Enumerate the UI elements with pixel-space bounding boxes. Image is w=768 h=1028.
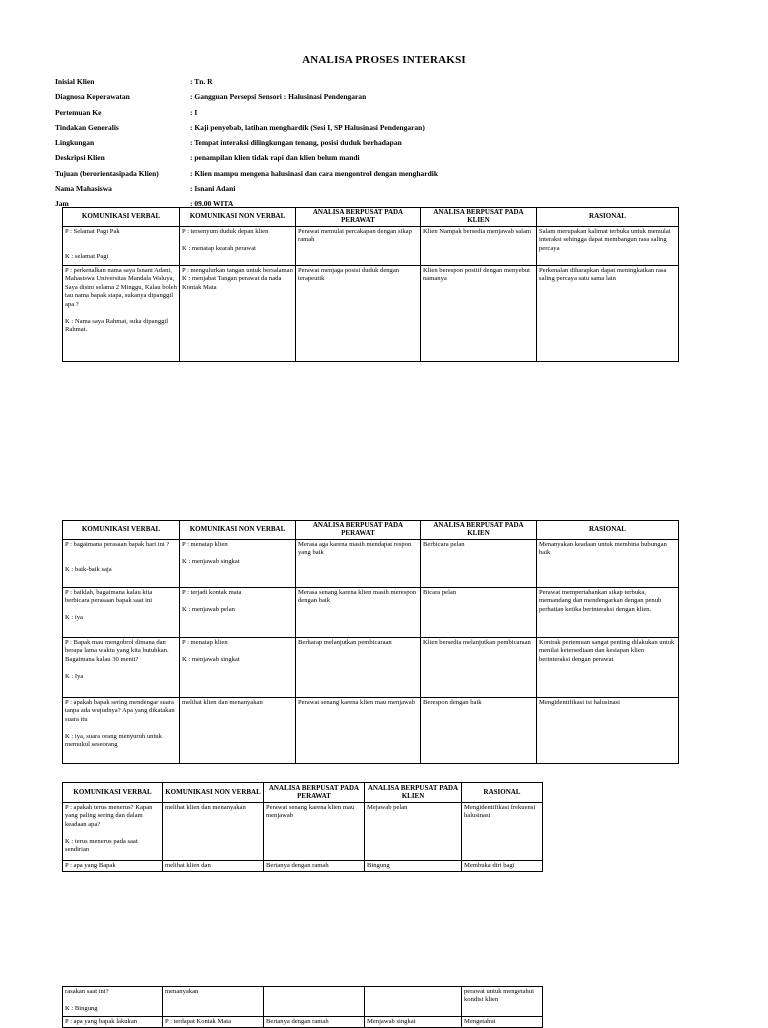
info-label: Nama Mahasiswa [55,184,112,194]
header-info [55,74,715,212]
table-cell: Merasa senang karena klien masih merespon dengan baik [296,588,421,638]
info-label: Diagnosa Keperawatan [55,92,130,102]
column-header: KOMUNIKASI NON VERBAL [163,783,264,803]
column-header: KOMUNIKASI VERBAL [63,208,180,227]
table-cell: P : bagaimana perasaan bapak hari ini ? K : baik-baik saja [63,540,180,588]
info-row [55,150,715,165]
info-label: Tujuan (berorientasipada Klien) [55,168,159,178]
table-row [63,987,543,1017]
table-cell: melihat klien dan [163,861,264,872]
table-cell: Menanyakan keadaan untuk membina hubungan baik [537,540,679,588]
table-cell: P : menatap klien K : menjawab singkat [180,540,296,588]
column-header: ANALISA BERPUSAT PADA KLIEN [421,521,537,540]
table-row [63,803,543,861]
info-value: : penampilan klien tidak rapi dan klien belum mandi [190,153,360,163]
table-cell: P : Bapak mau mengobrol dimana dan berapa lama waktu yang kita butuhkan. Bagaimana kalau 30 menit? K : Iya [63,638,180,698]
column-header: RASIONAL [537,521,679,540]
table-row [63,588,679,638]
column-header: ANALISA BERPUSAT PADA PERAWAT [264,783,365,803]
table-cell: P : baiklah, bagaimana kalau kita berbicara perasaan bapak saat ini K : iya [63,588,180,638]
table-cell: Perkenalan diharapkan dapat meningkatkan rasa saling percaya satu sama lain [537,266,679,362]
table-cell: perawat untuk mengetahui kondisi klien [462,987,543,1017]
table-cell: Membuka diri bagi [462,861,543,872]
table-cell: Klien berespon positif dengan menyebut namanya [421,266,537,362]
table-row [63,227,679,266]
table-cell [264,987,365,1017]
table-cell: Bertanya dengan ramah [264,1017,365,1028]
table-cell: menanyakan [163,987,264,1017]
table-cell: P : menatap klien K : menjawab singkat [180,638,296,698]
table-cell: P : apa yang Bapak [63,861,163,872]
table-row [63,861,543,872]
table-cell: Perawat senang karena klien mau menjawab [264,803,365,861]
table-cell: Perawat mempertahankan sikap terbuka, memandang dan mendengarkan dengan penuh perhatian ketika berinteraksi dengan klien. [537,588,679,638]
table-cell: Mengidentifikasi isi halusinasi [537,698,679,764]
table-cell: Bicara pelan [421,588,537,638]
table-cell: Perawat senang karena klien mau menjawab [296,698,421,764]
column-header: KOMUNIKASI VERBAL [63,521,180,540]
info-value: : Isnani Adani [190,184,236,194]
column-header: RASIONAL [537,208,679,227]
info-label: Inisial Klien [55,77,95,86]
column-header: RASIONAL [462,783,543,803]
table-row [63,266,679,362]
info-row [55,89,715,104]
table-cell: rasakan saat ini? K : Bingung [63,987,163,1017]
info-label: Jam [55,199,69,209]
info-value: : Kaji penyebab, latihan menghardik (Sesi I, SP Halusinasi Pendengaran) [190,122,425,132]
table-cell: Mengidentifikasi frekuensi halusinasi [462,803,543,861]
table-cell: Bertanya dengan ramah [264,861,365,872]
info-row [55,135,715,150]
table-cell: Klien Nampak bersedia menjawab salam [421,227,537,266]
table-cell: P : Selamat Pagi Pak K : selamat Pagi [63,227,180,266]
table-cell: Kontrak pertemuan sangat penting dilakukan untuk menilai ketersediaan dan kesiapan klien berinteraksi dengan perawat [537,638,679,698]
info-row [55,74,715,89]
column-header: KOMUNIKASI NON VERBAL [180,521,296,540]
info-label: Tindakan Generalis [55,122,119,132]
table-cell: Salam merupakan kalimat terbuka untuk memulai interaksi sehingga dapat membangun rasa saling percaya [537,227,679,266]
table-cell: Mejawab pelan [365,803,462,861]
table-cell [365,987,462,1017]
table-cell: P : mengulurkan tangan untuk bersalaman K : menjabat Tangan perawat da nada Kontak Mata [180,266,296,362]
info-label: Pertemuan Ke [55,107,102,117]
table-cell: Perawat memulai percakapan dengan sikap ramah [296,227,421,266]
table-cell: P : perkenalkan nama saya Isnani Adani, Mahasiswa Universitas Mandala Waluya, Saya disini selama 2 Minggu, Kalau boleh tau nama bapak siapa, sukanya dipanggil apa ? K : Nama saya Rahmat, suka dipanggil Rahmat. [63,266,180,362]
interaction-table-2 [62,520,679,764]
table-cell: P : apakah bapak sering mendengar suara tanpa ada wujudnya? Apa yang dikatakan suara itu K : iya, suara orang menyuruh untuk memukul seseorang [63,698,180,764]
table-cell: P : apakah terus menerus? Kapan yang paling sering dan dalam keadaan apa? K : terus menerus pada saat sendirian [63,803,163,861]
interaction-table-1 [62,207,679,362]
table-cell: Berbicara pelan [421,540,537,588]
table-row [63,698,679,764]
table-cell: Perawat menjaga posisi duduk dengan terapeutik [296,266,421,362]
info-value: : I [190,107,198,117]
table-cell: P : tersenyum duduk depan klien K : menatap kearah perawat [180,227,296,266]
table-cell: Berespon dengan baik [421,698,537,764]
table-cell: Klien bersedia melanjutkan pembicaraan [421,638,537,698]
table-row [63,638,679,698]
info-value: : Tn. R [190,77,213,86]
interaction-table-4 [62,986,543,1028]
info-row [55,105,715,120]
column-header: ANALISA BERPUSAT PADA KLIEN [365,783,462,803]
column-header: ANALISA BERPUSAT PADA KLIEN [421,208,537,227]
table-cell: Menjawab singkat [365,1017,462,1028]
table-row [63,1017,543,1028]
table-cell: Bingung [365,861,462,872]
page-title: ANALISA PROSES INTERAKSI [302,54,466,66]
info-value: : Tempat interaksi dilingkungan tenang, posisi duduk berhadapan [190,138,402,148]
table-cell: P : apa yang bapak lakukan [63,1017,163,1028]
column-header: ANALISA BERPUSAT PADA PERAWAT [296,208,421,227]
column-header: ANALISA BERPUSAT PADA PERAWAT [296,521,421,540]
table-cell: Merasa aga karena masih mendapat respon yang baik [296,540,421,588]
info-value: : Gangguan Persepsi Sensori : Halusinasi Pendengaran [190,92,367,102]
table-row [63,540,679,588]
table-cell: P : terdapat Kontak Mata [163,1017,264,1028]
info-value: : Klien mampu mengena halusinasi dan cara mengontrol dengan menghardik [190,168,439,178]
info-row [55,120,715,135]
column-header: KOMUNIKASI NON VERBAL [180,208,296,227]
table-cell: melihat klien dan menanyakan [163,803,264,861]
column-header: KOMUNIKASI VERBAL [63,783,163,803]
info-label: Deskripsi Klien [55,153,105,163]
info-row [55,166,715,181]
table-cell: melihat klien dan menanyakan [180,698,296,764]
info-row [55,181,715,196]
info-value: : 09.00 WITA [190,199,234,209]
info-label: Lingkungan [55,138,95,148]
table-cell: P : terjadi kontak mata K : menjawab pelan [180,588,296,638]
interaction-table-3 [62,782,543,872]
table-cell: Mengetahui [462,1017,543,1028]
table-cell: Berharap melanjutkan pembicaraan [296,638,421,698]
